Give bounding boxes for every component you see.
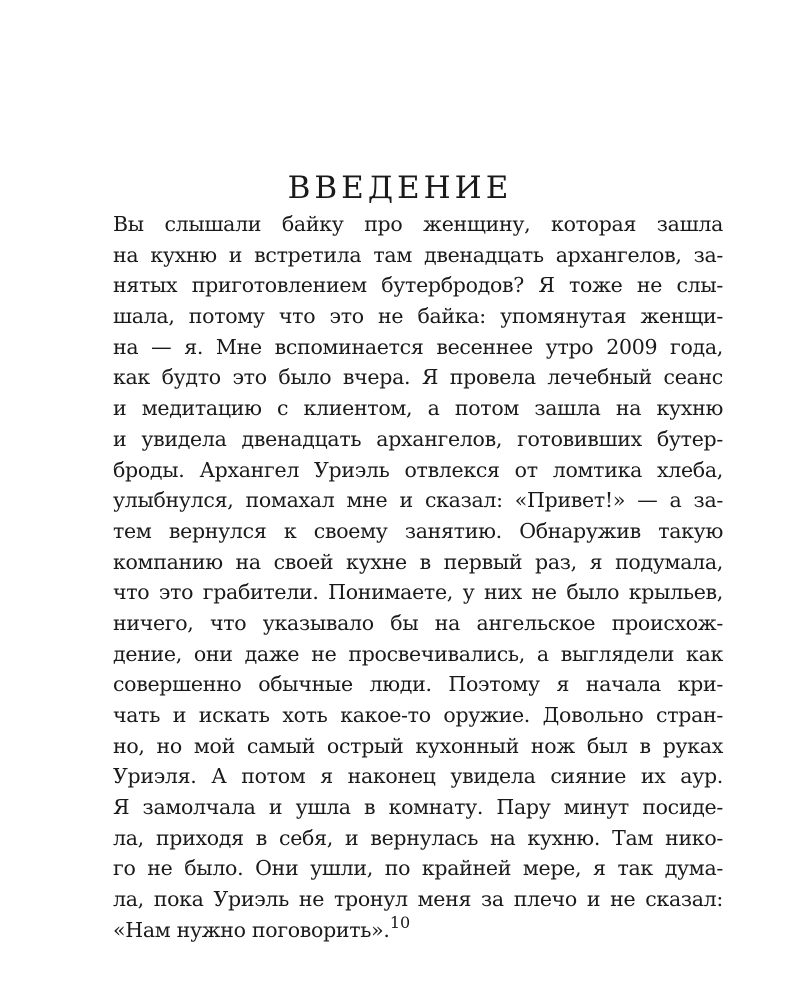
text-line: чать и искать хоть какое-то оружие. Довольно стран- [113,703,723,727]
text-line: и медитацию с клиентом, а потом зашла на кухню [113,396,723,421]
text-line: «Нам нужно поговорить». [113,917,390,942]
text-line: ла, приходя в себя, и вернулась на кухню. Там нико- [113,825,723,850]
text-line: го не было. Они ушли, по крайней мере, я так дума- [113,856,723,881]
text-line: Я замолчала и ушла в комнату. Пару минут посиде- [113,795,723,820]
text-line: но, но мой самый острый кухонный нож был в руках [113,733,723,758]
text-line: Вы слышали байку про женщину, которая зашла [113,212,723,236]
text-line: ничего, что указывало бы на ангельское происхож- [113,610,723,635]
text-line: дение, они даже не просвечивались, а выглядели как [113,641,723,666]
text-line: броды. Архангел Уриэль отвлекся от ломтика хлеба, [113,457,723,482]
text-line: на кухню и встретила там двенадцать архангелов, за- [113,242,723,267]
text-line: нятых приготовлением бутербродов? Я тоже не слы- [113,273,723,298]
page-number: 10 [389,913,411,932]
text-line: что это грабители. Понимаете, у них не было крыльев, [113,580,723,605]
text-line: улыбнулся, помахал мне и сказал: «Привет!» — а за- [113,488,723,513]
text-line: на — я. Мне вспоминается весеннее утро 2009 года, [113,334,723,359]
body-text [113,209,723,946]
text-line: шала, потому что это не байка: упомянутая женщи- [113,304,723,329]
text-line: ла, пока Уриэль не тронул меня за плечо и не сказал: [113,887,723,912]
text-line: и увидела двенадцать архангелов, готовивших бутер- [113,426,723,451]
text-line: тем вернулся к своему занятию. Обнаружив такую [113,518,723,543]
chapter-title: ВВЕДЕНИЕ [287,170,513,206]
text-line: как будто это было вчера. Я провела лечебный сеанс [113,365,723,390]
text-line: Уриэля. А потом я наконец увидела сияние их аур. [113,764,723,789]
text-line: совершенно обычные люди. Поэтому я начала кри- [113,672,723,697]
text-line: компанию на своей кухне в первый раз, я подумала, [113,549,723,574]
